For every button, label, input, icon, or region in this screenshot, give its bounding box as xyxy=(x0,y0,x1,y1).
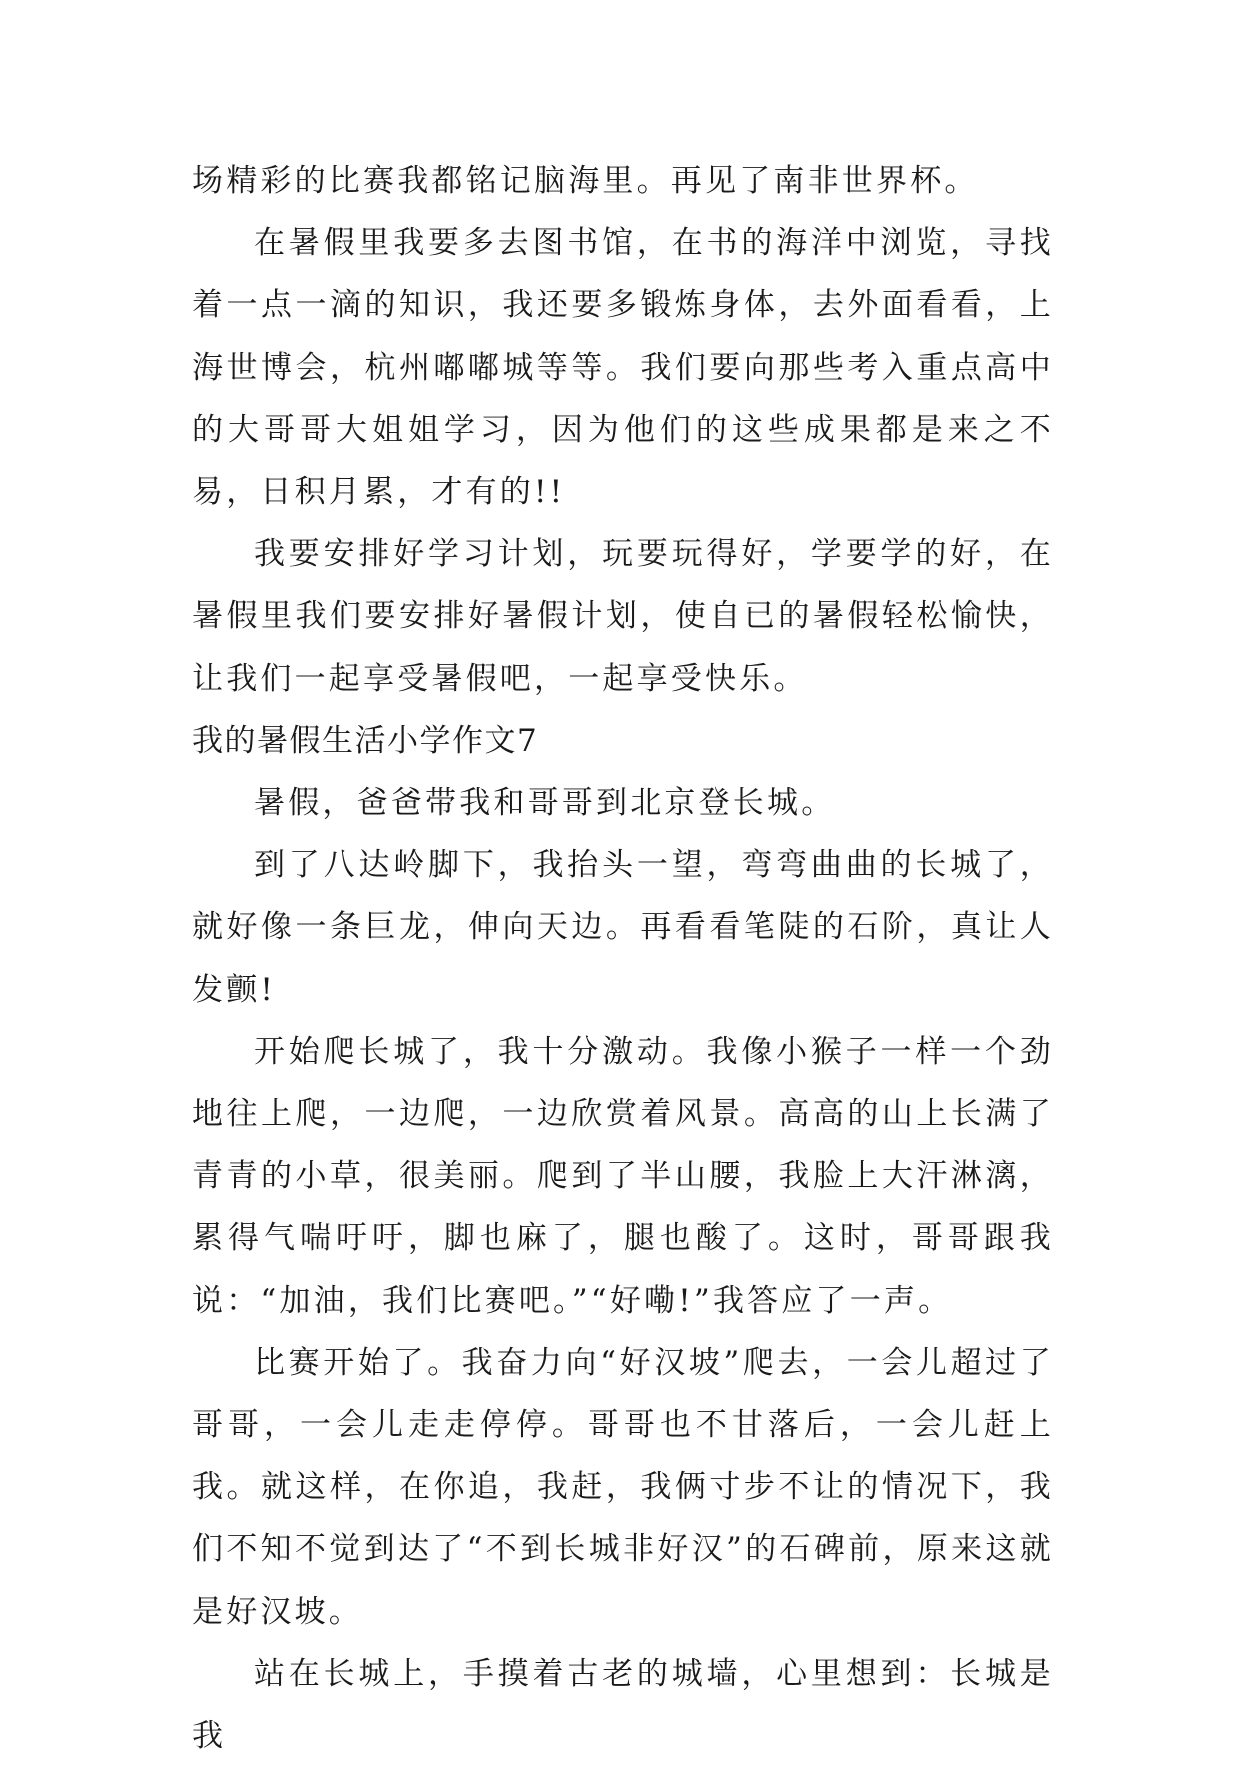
paragraph-ending: 站在长城上，手摸着古老的城墙，心里想到：长城是我 xyxy=(192,1655,1054,1755)
paragraph-climbing: 开始爬长城了，我十分激动。我像小猴子一样一个劲地往上爬，一边爬，一边欣赏着风景。高高的山上长满了青青的小草，很美丽。爬到了半山腰，我脸上大汗淋漓，累得气喘吁吁，脚也麻了，腿也酸了。这时，哥哥跟我说：“加油，我们比赛吧。”“好嘞!”我答应了一声。 xyxy=(192,1033,1054,1319)
document-body xyxy=(192,150,1054,1767)
paragraph-study-plan: 我要安排好学习计划，玩要玩得好，学要学的好，在暑假里我们要安排好暑假计划，使自已的暑假轻松愉快，让我们一起享受暑假吧，一起享受快乐。 xyxy=(192,536,1054,697)
paragraph-race: 比赛开始了。我奋力向“好汉坡”爬去，一会儿超过了哥哥，一会儿走走停停。哥哥也不甘落后，一会儿赶上我。就这样，在你追，我赶，我俩寸步不让的情况下，我们不知不觉到达了“不到长城非好汉”的石碑前，原来这就是好汉坡。 xyxy=(192,1344,1054,1630)
paragraph-library-plan: 在暑假里我要多去图书馆，在书的海洋中浏览，寻找着一点一滴的知识，我还要多锻炼身体，去外面看看，上海世博会，杭州嘟嘟城等等。我们要向那些考入重点高中的大哥哥大姐姐学习，因为他们的这些成果都是来之不易，日积月累，才有的!! xyxy=(192,225,1054,511)
essay-title: 我的暑假生活小学作文7 xyxy=(192,722,539,759)
paragraph-continuation: 场精彩的比赛我都铭记脑海里。再见了南非世界杯。 xyxy=(192,163,979,199)
paragraph-badaling: 到了八达岭脚下，我抬头一望，弯弯曲曲的长城了，就好像一条巨龙，伸向天边。再看看笔陡的石阶，真让人发颤! xyxy=(192,847,1054,1008)
paragraph-intro: 暑假，爸爸带我和哥哥到北京登长城。 xyxy=(254,785,836,822)
